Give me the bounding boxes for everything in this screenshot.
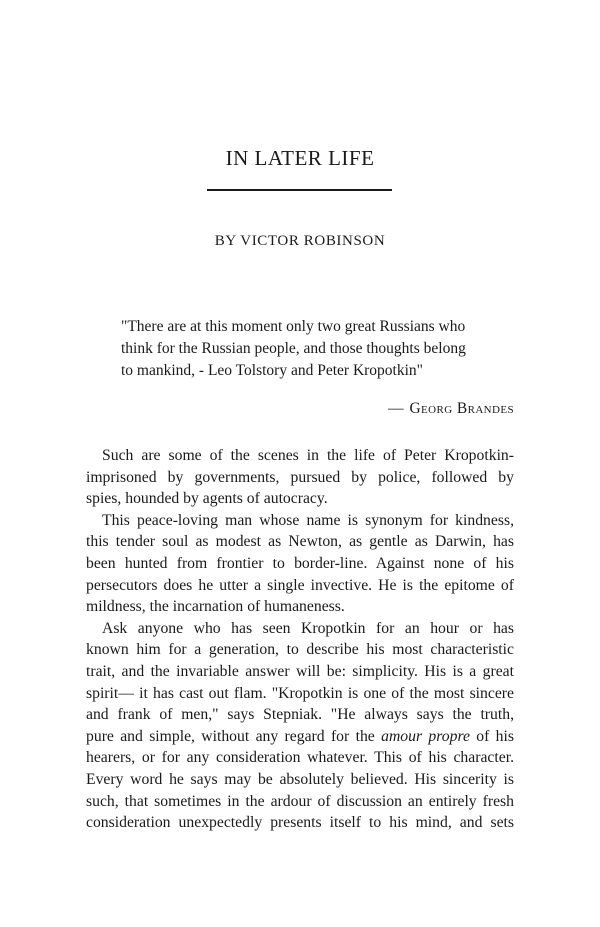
- text-line: consideration unexpectedly presents itself to his mind, and sets: [86, 814, 514, 832]
- text-line: This peace-loving man whose name is synonym for kindness,: [102, 511, 514, 529]
- author-byline: BY VICTOR ROBINSON: [214, 233, 386, 249]
- text-line: such, that sometimes in the ardour of discussion an entirely fresh: [86, 792, 514, 810]
- italic-phrase: amour propre: [381, 727, 470, 745]
- body-text: [86, 445, 514, 834]
- title-divider: [207, 189, 392, 191]
- text-line: trait, and the invariable answer will be: simplicity. His is a great: [86, 662, 514, 680]
- text-line: this tender soul as modest as Newton, as gentle as Darwin, has: [86, 533, 514, 551]
- text-line: mildness, the incarnation of humaneness.: [86, 598, 345, 616]
- epigraph-line: think for the Russian people, and those thoughts belong: [121, 340, 466, 357]
- paragraph: [86, 510, 514, 618]
- attribution-name: Georg Brandes: [409, 400, 514, 417]
- text-line: Ask anyone who has seen Kropotkin for an hour or has: [102, 619, 514, 637]
- paragraph: [86, 618, 514, 834]
- text-line: Such are some of the scenes in the life of Peter Kropotkin-: [102, 447, 514, 464]
- text-line: Every word he says may be absolutely believed. His sincerity is: [86, 770, 514, 788]
- text-line: spirit— it has cast out flam. "Kropotkin is one of the most sincere: [86, 684, 514, 702]
- text-line: imprisoned by governments, pursued by police, followed by: [86, 468, 514, 486]
- attribution-dash: —: [387, 400, 404, 417]
- text-segment: pure and simple, without any regard for the: [86, 727, 382, 745]
- text-line: spies, hounded by agents of autocracy.: [86, 490, 328, 508]
- paragraph: [86, 445, 514, 510]
- epigraph-line: "There are at this moment only two great Russians who: [121, 318, 466, 335]
- epigraph-quote: [121, 316, 526, 382]
- chapter-title: IN LATER LIFE: [225, 146, 375, 170]
- text-line: hearers, or for any consideration whatever. This of his character.: [86, 749, 514, 767]
- text-line: been hunted from frontier to border-line. Against none of his: [86, 554, 514, 572]
- epigraph-line: to mankind, - Leo Tolstory and Peter Kropotkin": [121, 362, 423, 379]
- text-line: [86, 726, 514, 748]
- text-line: and frank of men," says Stepniak. "He always says the truth,: [86, 706, 514, 724]
- text-segment: of his: [469, 727, 514, 745]
- text-line: persecutors does he utter a single invective. He is the epitome of: [86, 576, 514, 594]
- epigraph-attribution: [388, 400, 514, 418]
- text-line: known him for a generation, to describe his most characteristic: [86, 641, 514, 659]
